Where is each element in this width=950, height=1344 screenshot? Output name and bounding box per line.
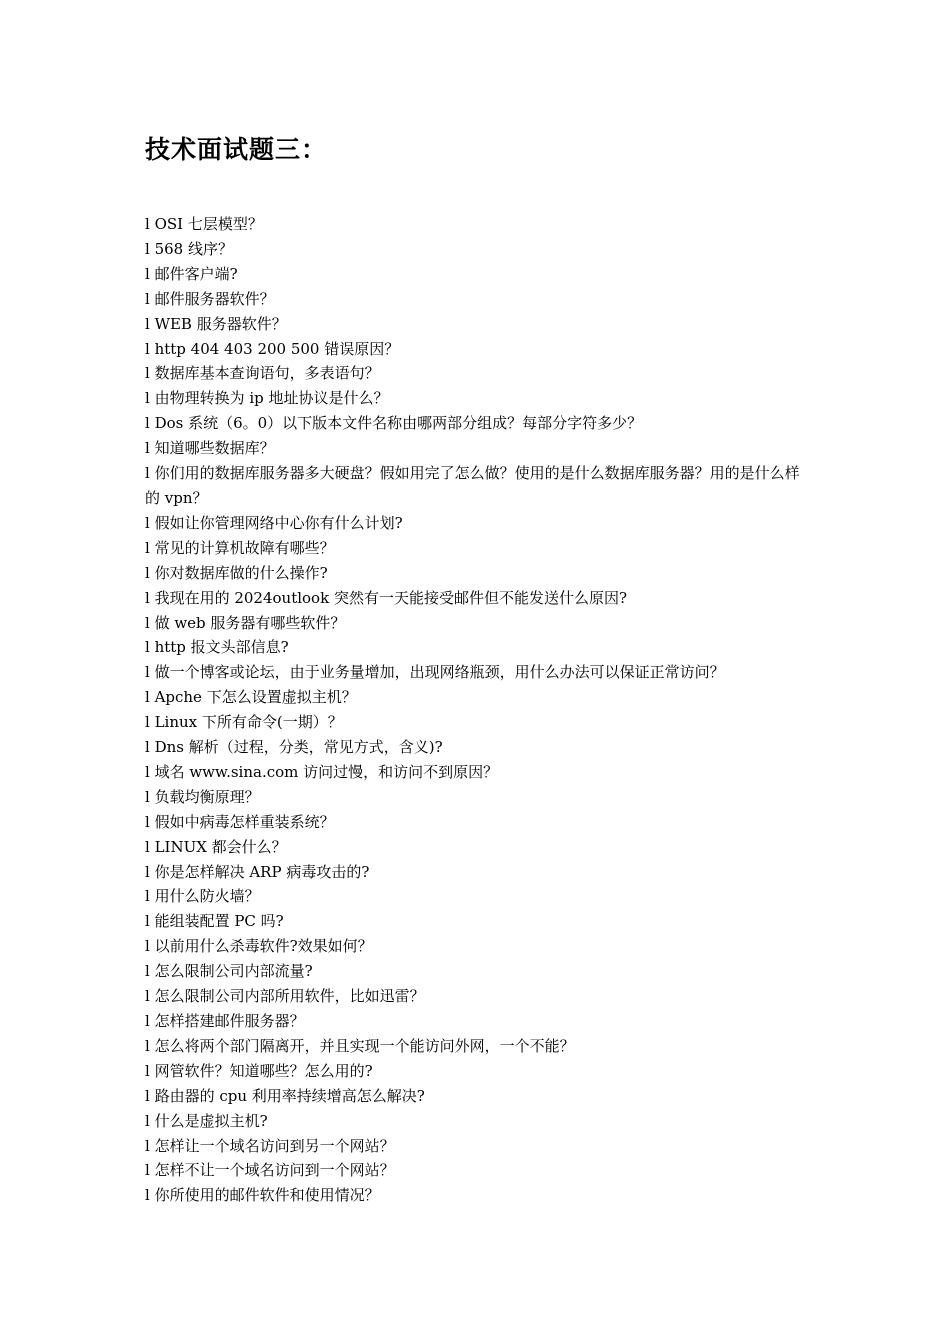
list-item: l 你所使用的邮件软件和使用情况？	[145, 1186, 380, 1205]
list-item: l 负载均衡原理？	[145, 787, 260, 806]
list-item: l 做一个博客或论坛，由于业务量增加，出现网络瓶颈，用什么办法可以保证正常访问？	[145, 663, 725, 682]
list-item: l 怎么限制公司内部所用软件，比如迅雷？	[145, 987, 425, 1006]
list-item: l Dos 系统（6。0）以下版本文件名称由哪两部分组成？每部分字符多少？	[145, 414, 643, 433]
list-item: l 由物理转换为 ip 地址协议是什么？	[145, 389, 389, 408]
list-item: l Apche 下怎么设置虚拟主机？	[145, 688, 357, 707]
list-item: l 网管软件？知道哪些？怎么用的?	[145, 1061, 373, 1080]
list-item: l 能组装配置 PC 吗?	[145, 912, 284, 931]
list-item: l 做 web 服务器有哪些软件？	[145, 613, 346, 632]
page-title: 技术面试题三：	[145, 135, 328, 164]
list-item: l 数据库基本查询语句，多表语句？	[145, 364, 380, 383]
list-item: l 假如中病毒怎样重装系统？	[145, 812, 335, 831]
list-item: l 知道哪些数据库？	[145, 439, 275, 458]
list-item: l 怎么将两个部门隔离开，并且实现一个能访问外网，一个不能？	[145, 1036, 575, 1055]
list-item: l 路由器的 cpu 利用率持续增高怎么解决?	[145, 1086, 425, 1105]
list-item: l 你们用的数据库服务器多大硬盘？假如用完了怎么做？使用的是什么数据库服务器？用的是什么样的 vpn？	[145, 464, 800, 507]
list-item: l 假如让你管理网络中心你有什么计划?	[145, 513, 403, 532]
list-item: l 怎样不让一个域名访问到一个网站？	[145, 1161, 395, 1180]
list-item: l 邮件服务器软件？	[145, 289, 275, 308]
list-item: l OSI 七层模型？	[145, 215, 263, 233]
list-item: l 以前用什么杀毒软件?效果如何？	[145, 937, 373, 956]
list-item: l http 404 403 200 500 错误原因？	[145, 339, 400, 358]
list-item: l 什么是虚拟主机?	[145, 1111, 268, 1130]
list-item: l Dns 解析（过程，分类，常见方式，含义)?	[145, 738, 443, 757]
list-item: l http 报文头部信息?	[145, 638, 289, 657]
list-item: l 你是怎样解决 ARP 病毒攻击的?	[145, 862, 370, 881]
list-item: l 邮件客户端?	[145, 264, 238, 283]
list-item: l 常见的计算机故障有哪些？	[145, 538, 335, 557]
list-item: l 你对数据库做的什么操作?	[145, 563, 328, 582]
list-item: l 我现在用的 2024outlook 突然有一天能接受邮件但不能发送什么原因?	[145, 588, 627, 607]
list-item: l 用什么防火墙？	[145, 887, 260, 906]
list-item: l 域名 www.sina.com 访问过慢，和访问不到原因？	[145, 762, 499, 781]
list-item: l 怎么限制公司内部流量?	[145, 962, 313, 981]
list-item: l LINUX 都会什么？	[145, 837, 287, 856]
list-item: l 568 线序？	[145, 239, 233, 258]
list-item: l 怎样搭建邮件服务器？	[145, 1012, 305, 1030]
question-list	[145, 212, 810, 1208]
list-item: l 怎样让一个域名访问到另一个网站？	[145, 1136, 395, 1155]
list-item: l Linux 下所有命令(一期）？	[145, 713, 343, 732]
list-item: l WEB 服务器软件？	[145, 314, 287, 333]
